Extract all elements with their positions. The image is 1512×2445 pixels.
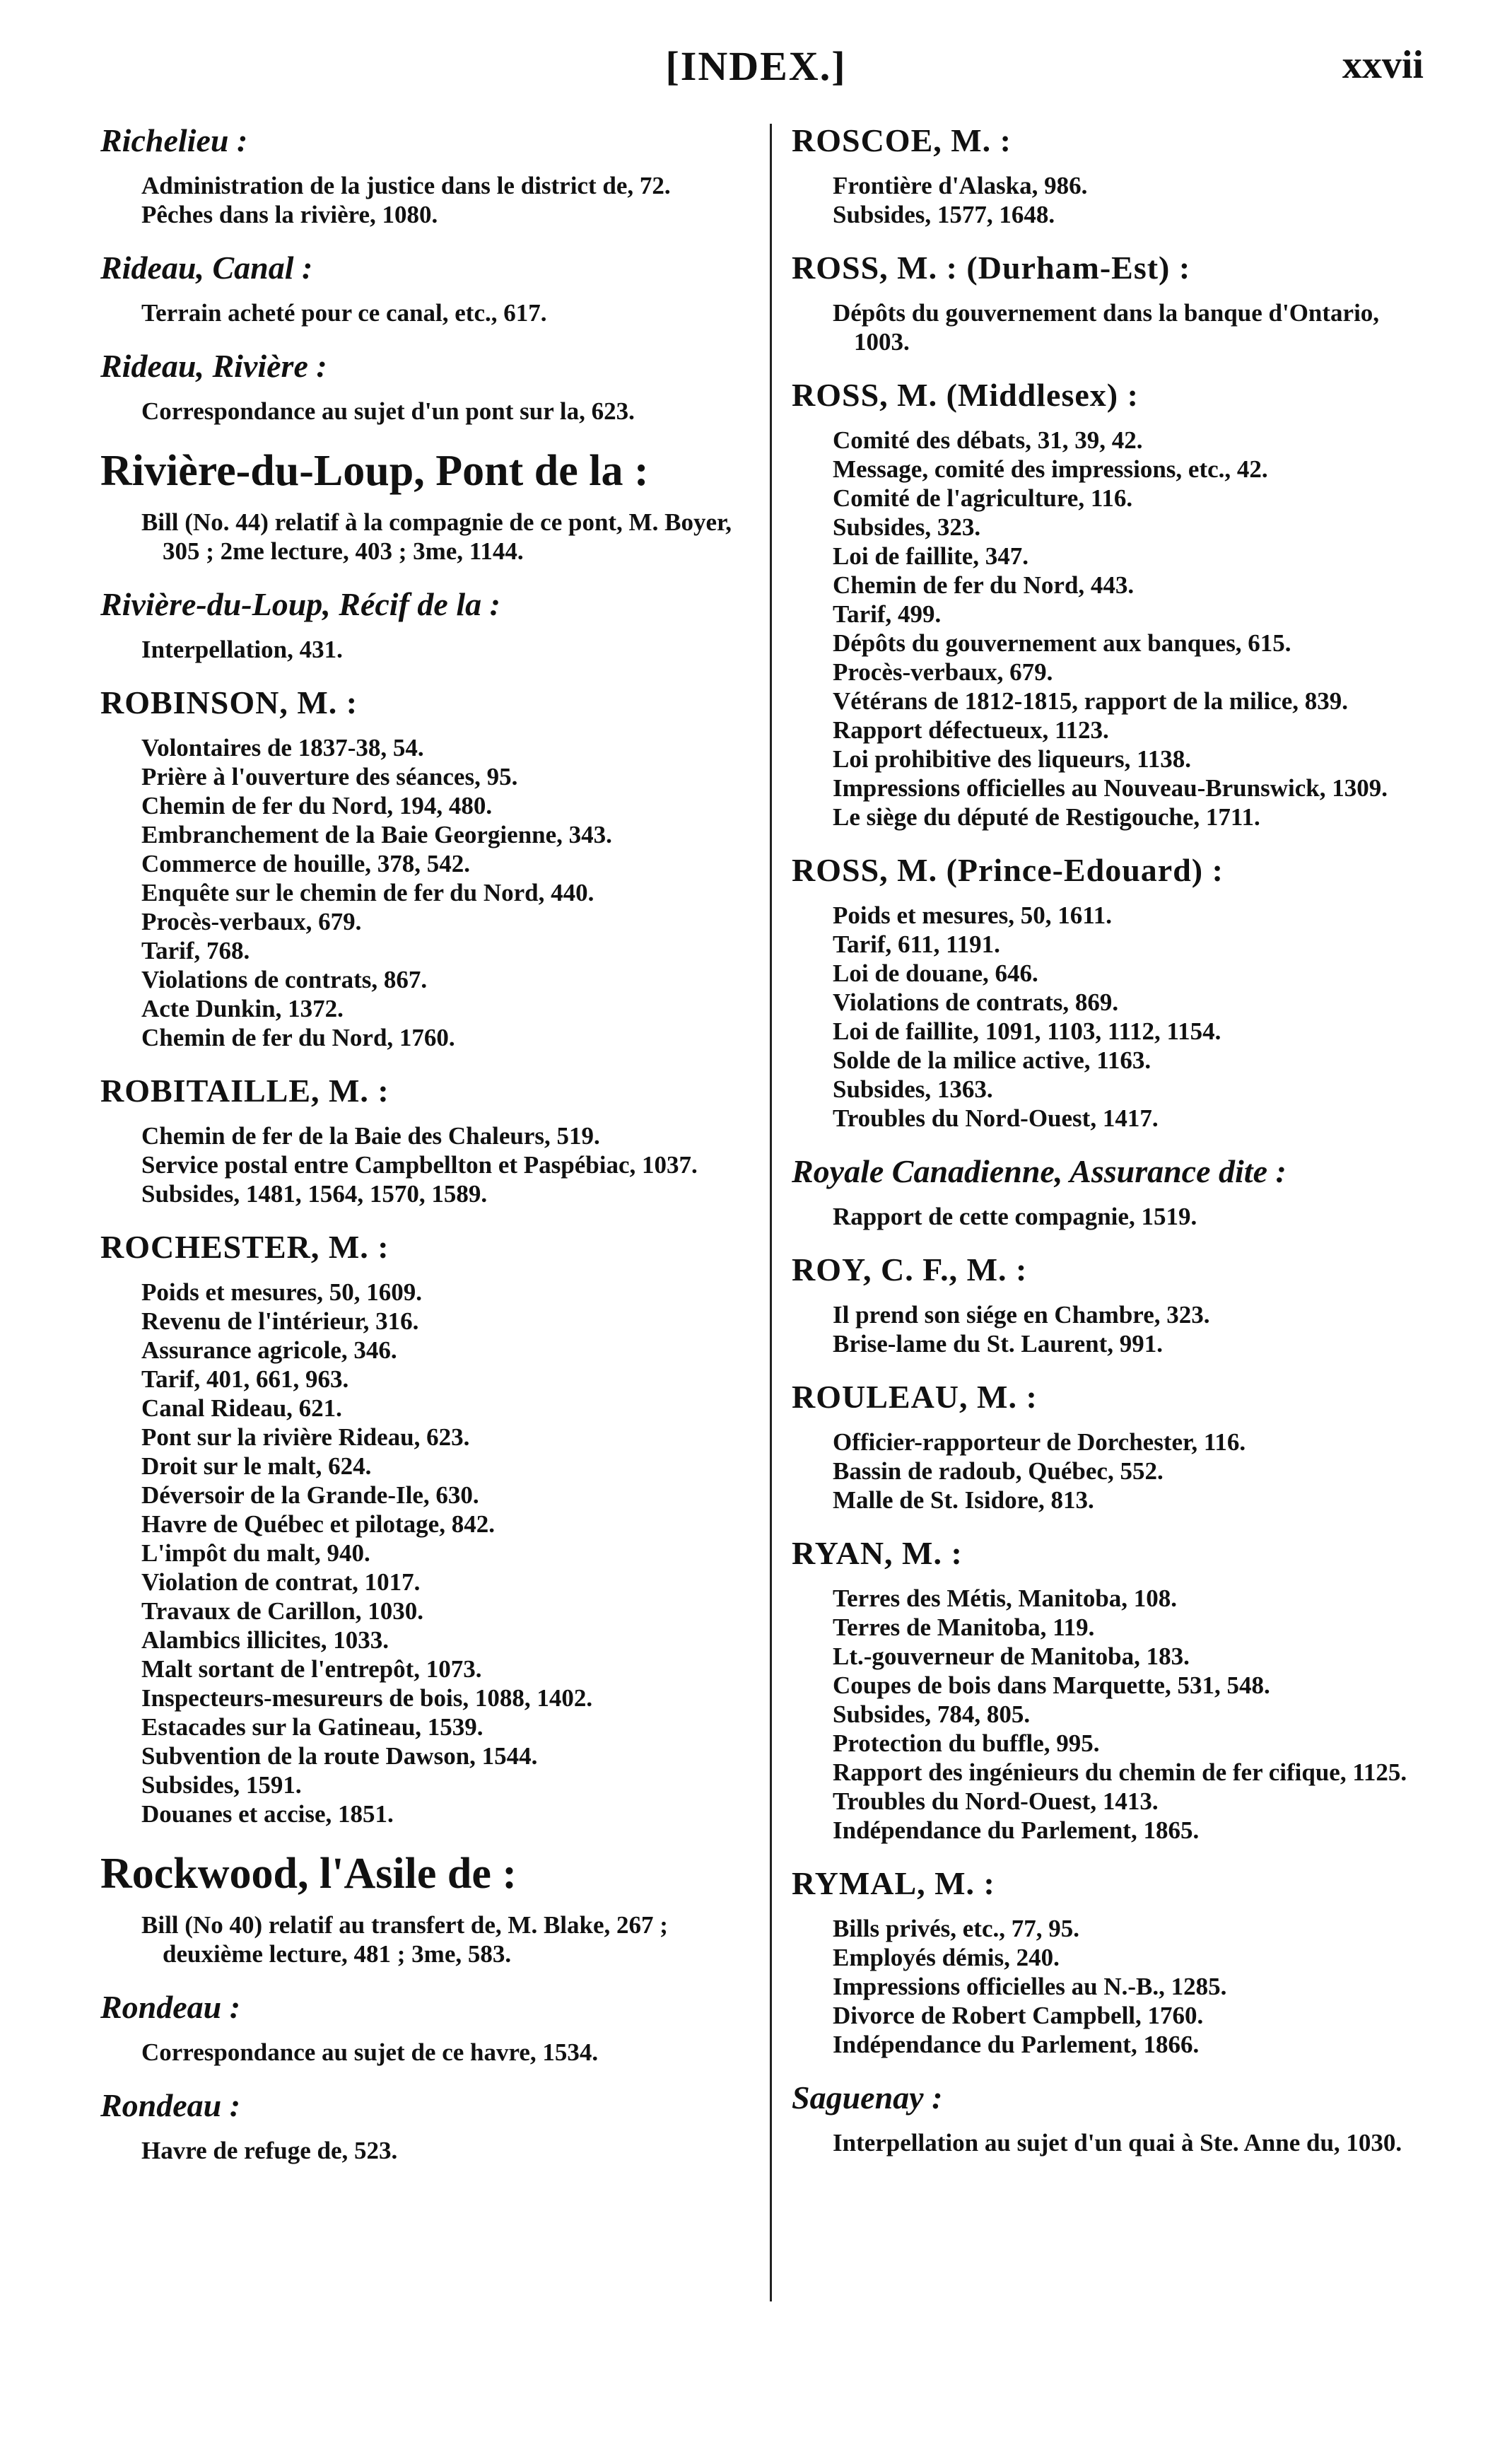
entry-heading: ROSS, M. : (Durham-Est) : — [792, 250, 1191, 286]
entry-item: Subsides, 1577, 1648. — [833, 201, 1055, 228]
index-entry — [100, 120, 751, 229]
entry-item: Loi prohibitive des liqueurs, 1138. — [833, 745, 1191, 773]
entry-item: Divorce de Robert Campbell, 1760. — [833, 2002, 1204, 2029]
index-entry — [100, 1070, 751, 1208]
entry-item: Coupes de bois dans Marquette, 531, 548. — [833, 1671, 1270, 1699]
entry-item: Interpellation au sujet d'un quai à Ste. Anne du, 1030. — [833, 2129, 1402, 2157]
entry-item: Chemin de fer du Nord, 194, 480. — [141, 792, 493, 819]
right-column — [792, 120, 1414, 2176]
page-number: xxvii — [1342, 43, 1424, 87]
entry-items — [792, 1300, 1414, 1358]
index-entry — [792, 1249, 1414, 1358]
entry-item: Malle de St. Isidore, 813. — [833, 1486, 1094, 1514]
entry-item: Subsides, 323. — [833, 513, 981, 541]
entry-item: Terrain acheté pour ce canal, etc., 617. — [141, 299, 547, 327]
page-title: [INDEX.] — [665, 43, 847, 89]
entry-heading: Rockwood, l'Asile de : — [100, 1850, 517, 1898]
entry-items — [100, 298, 751, 327]
entry-item: Chemin de fer du Nord, 443. — [833, 571, 1135, 599]
entry-items — [792, 298, 1414, 356]
entry-item: Droit sur le malt, 624. — [141, 1452, 372, 1480]
entry-item: Chemin de fer du Nord, 1760. — [141, 1024, 455, 1051]
index-entry — [792, 375, 1414, 831]
entry-items — [792, 426, 1414, 831]
entry-item: Frontière d'Alaska, 986. — [833, 172, 1088, 199]
entry-item: Correspondance au sujet de ce havre, 1534. — [141, 2038, 599, 2066]
entry-items — [792, 901, 1414, 1133]
entry-heading: ROY, C. F., M. : — [792, 1251, 1028, 1288]
entry-item: Dépôts du gouvernement aux banques, 615. — [833, 629, 1291, 657]
entry-heading: Rondeau : — [100, 2087, 241, 2123]
entry-items — [100, 733, 751, 1052]
entry-item: Employés démis, 240. — [833, 1944, 1060, 1971]
entry-item: Tarif, 499. — [833, 600, 942, 628]
left-column — [100, 120, 751, 2183]
entry-heading: Rivière-du-Loup, Récif de la : — [100, 586, 500, 622]
index-entry — [100, 2085, 751, 2165]
index-entry — [792, 247, 1414, 356]
entry-items — [100, 2038, 751, 2067]
entry-item: Bills privés, etc., 77, 95. — [833, 1915, 1079, 1942]
index-entry — [792, 2077, 1414, 2157]
entry-items — [100, 171, 751, 229]
entry-item: Rapport de cette compagnie, 1519. — [833, 1203, 1197, 1230]
entry-item: Rapport des ingénieurs du chemin de fer cifique, 1125. — [833, 1758, 1407, 1786]
entry-heading: Saguenay : — [792, 2079, 943, 2116]
entry-item: Subsides, 1363. — [833, 1075, 993, 1103]
entry-item: Lt.-gouverneur de Manitoba, 183. — [833, 1642, 1190, 1670]
entry-items — [792, 1914, 1414, 2059]
entry-heading: ROSS, M. (Middlesex) : — [792, 377, 1139, 413]
index-entry — [100, 1847, 751, 1968]
entry-heading: ROULEAU, M. : — [792, 1379, 1038, 1415]
entry-items — [792, 1202, 1414, 1231]
entry-item: Terres de Manitoba, 119. — [833, 1614, 1095, 1641]
entry-items — [100, 1121, 751, 1208]
entry-item: Loi de faillite, 347. — [833, 542, 1029, 570]
entry-item: Rapport défectueux, 1123. — [833, 716, 1109, 744]
entry-item: Loi de faillite, 1091, 1103, 1112, 1154. — [833, 1017, 1221, 1045]
entry-item: Comité des débats, 31, 39, 42. — [833, 426, 1143, 454]
entry-item: Déversoir de la Grande-Ile, 630. — [141, 1481, 479, 1509]
entry-item: Pont sur la rivière Rideau, 623. — [141, 1423, 470, 1451]
entry-item: Travaux de Carillon, 1030. — [141, 1597, 423, 1625]
entry-item: Estacades sur la Gatineau, 1539. — [141, 1713, 484, 1741]
entry-item: Malt sortant de l'entrepôt, 1073. — [141, 1655, 482, 1683]
entry-item: Bassin de radoub, Québec, 552. — [833, 1457, 1164, 1485]
index-entry — [792, 850, 1414, 1133]
entry-heading: RYMAL, M. : — [792, 1865, 995, 1901]
entry-items — [792, 1428, 1414, 1515]
entry-items — [100, 635, 751, 664]
entry-item: Interpellation, 431. — [141, 636, 343, 663]
entry-item: Solde de la milice active, 1163. — [833, 1046, 1151, 1074]
entry-item: Service postal entre Campbellton et Paspébiac, 1037. — [141, 1151, 698, 1179]
entry-heading: Richelieu : — [100, 122, 248, 158]
entry-item: Violations de contrats, 869. — [833, 988, 1119, 1016]
entry-item: Dépôts du gouvernement dans la banque d'Ontario, 1003. — [833, 299, 1380, 356]
entry-item: Embranchement de la Baie Georgienne, 343. — [141, 821, 612, 848]
entry-items — [100, 508, 751, 566]
entry-item: L'impôt du malt, 940. — [141, 1539, 370, 1567]
entry-heading: RYAN, M. : — [792, 1535, 963, 1571]
entry-item: Subvention de la route Dawson, 1544. — [141, 1742, 538, 1770]
entry-heading: Rondeau : — [100, 1989, 241, 2025]
entry-item: Prière à l'ouverture des séances, 95. — [141, 763, 518, 790]
entry-item: Terres des Métis, Manitoba, 108. — [833, 1585, 1178, 1612]
index-entry — [100, 1227, 751, 1828]
entry-heading: ROCHESTER, M. : — [100, 1229, 389, 1265]
entry-item: Havre de Québec et pilotage, 842. — [141, 1510, 495, 1538]
entry-item: Impressions officielles au N.-B., 1285. — [833, 1973, 1227, 2000]
entry-item: Violation de contrat, 1017. — [141, 1568, 421, 1596]
index-entry — [792, 120, 1414, 229]
entry-item: Canal Rideau, 621. — [141, 1394, 342, 1422]
entry-item: Chemin de fer de la Baie des Chaleurs, 519. — [141, 1122, 600, 1150]
entry-heading: ROSS, M. (Prince-Edouard) : — [792, 852, 1224, 888]
entry-item: Impressions officielles au Nouveau-Brunswick, 1309. — [833, 774, 1388, 802]
entry-item: Protection du buffle, 995. — [833, 1729, 1100, 1757]
entry-item: Volontaires de 1837-38, 54. — [141, 734, 424, 761]
entry-item: Tarif, 768. — [141, 937, 250, 964]
entry-item: Inspecteurs-mesureurs de bois, 1088, 1402. — [141, 1684, 593, 1712]
entry-item: Indépendance du Parlement, 1865. — [833, 1816, 1200, 1844]
entry-item: Assurance agricole, 346. — [141, 1336, 397, 1364]
index-entry — [792, 1377, 1414, 1515]
entry-item: Procès-verbaux, 679. — [833, 658, 1053, 686]
entry-item: Tarif, 401, 661, 963. — [141, 1365, 349, 1393]
entry-item: Loi de douane, 646. — [833, 959, 1038, 987]
entry-item: Indépendance du Parlement, 1866. — [833, 2031, 1200, 2058]
entry-item: Troubles du Nord-Ouest, 1413. — [833, 1787, 1159, 1815]
page-header — [0, 42, 1512, 106]
entry-item: Subsides, 1591. — [141, 1771, 302, 1799]
entry-items — [100, 1278, 751, 1828]
entry-item: Alambics illicites, 1033. — [141, 1626, 389, 1654]
entry-item: Administration de la justice dans le district de, 72. — [141, 172, 671, 199]
entry-item: Troubles du Nord-Ouest, 1417. — [833, 1104, 1159, 1132]
column-divider — [770, 124, 772, 2301]
entry-item: Havre de refuge de, 523. — [141, 2137, 398, 2164]
entry-item: Le siège du député de Restigouche, 1711. — [833, 803, 1260, 831]
index-entry — [100, 682, 751, 1052]
index-entry — [792, 1151, 1414, 1231]
entry-item: Acte Dunkin, 1372. — [141, 995, 344, 1022]
entry-item: Poids et mesures, 50, 1611. — [833, 901, 1113, 929]
entry-item: Officier-rapporteur de Dorchester, 116. — [833, 1428, 1246, 1456]
entry-item: Il prend son siége en Chambre, 323. — [833, 1301, 1210, 1329]
entry-item: Brise-lame du St. Laurent, 991. — [833, 1330, 1163, 1358]
entry-item: Vétérans de 1812-1815, rapport de la milice, 839. — [833, 687, 1349, 715]
entry-item: Subsides, 1481, 1564, 1570, 1589. — [141, 1180, 488, 1208]
entry-items — [100, 1910, 751, 1968]
entry-items — [100, 2136, 751, 2165]
entry-heading: ROBINSON, M. : — [100, 684, 358, 720]
entry-item: Correspondance au sujet d'un pont sur la, 623. — [141, 397, 635, 425]
index-entry — [100, 247, 751, 327]
entry-items — [792, 171, 1414, 229]
entry-item: Subsides, 784, 805. — [833, 1700, 1031, 1728]
entry-item: Enquête sur le chemin de fer du Nord, 440. — [141, 879, 594, 906]
entry-item: Pêches dans la rivière, 1080. — [141, 201, 438, 228]
entry-item: Message, comité des impressions, etc., 42. — [833, 455, 1268, 483]
index-entry — [100, 1987, 751, 2067]
entry-item: Bill (No. 44) relatif à la compagnie de ce pont, M. Boyer, 305 ; 2me lecture, 403 ; 3me, 1144. — [141, 508, 732, 565]
entry-items — [792, 1584, 1414, 1845]
entry-heading: Rivière-du-Loup, Pont de la : — [100, 447, 649, 495]
entry-item: Poids et mesures, 50, 1609. — [141, 1278, 422, 1306]
index-entry — [792, 1863, 1414, 2059]
entry-item: Bill (No 40) relatif au transfert de, M. Blake, 267 ; deuxième lecture, 481 ; 3me, 583. — [141, 1911, 668, 1968]
entry-items — [792, 2128, 1414, 2157]
index-entry — [100, 346, 751, 426]
entry-item: Violations de contrats, 867. — [141, 966, 428, 993]
entry-heading: Rideau, Rivière : — [100, 348, 327, 384]
entry-item: Comité de l'agriculture, 116. — [833, 484, 1133, 512]
index-entry — [792, 1533, 1414, 1845]
entry-item: Commerce de houille, 378, 542. — [141, 850, 470, 877]
entry-item: Revenu de l'intérieur, 316. — [141, 1307, 419, 1335]
entry-heading: Royale Canadienne, Assurance dite : — [792, 1153, 1287, 1189]
entry-item: Douanes et accise, 1851. — [141, 1800, 394, 1828]
entry-item: Procès-verbaux, 679. — [141, 908, 362, 935]
index-entry — [100, 444, 751, 566]
entry-item: Tarif, 611, 1191. — [833, 930, 1000, 958]
entry-heading: ROBITAILLE, M. : — [100, 1073, 389, 1109]
index-entry — [100, 584, 751, 664]
entry-heading: Rideau, Canal : — [100, 250, 313, 286]
entry-items — [100, 397, 751, 426]
entry-heading: ROSCOE, M. : — [792, 122, 1012, 158]
